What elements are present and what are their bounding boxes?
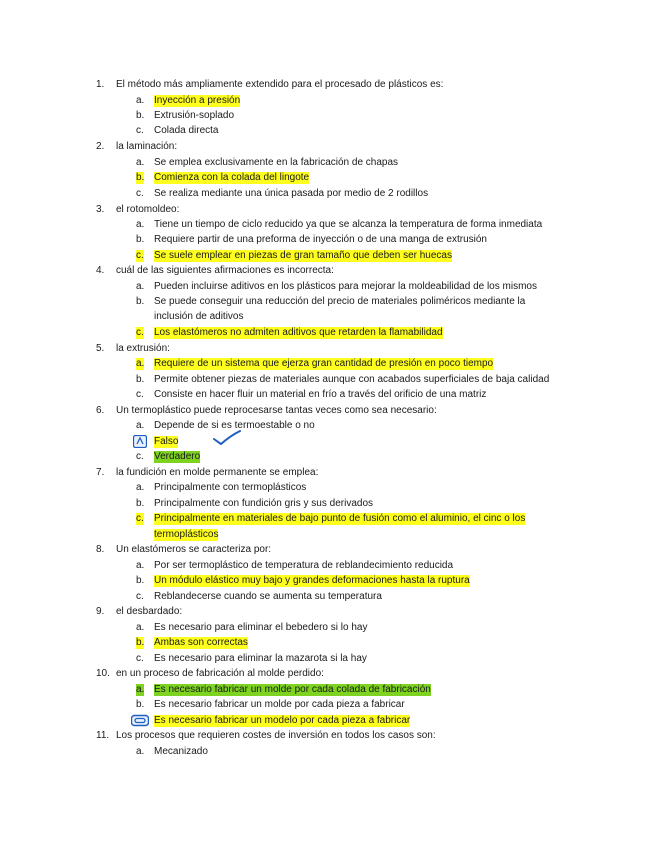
option-letter: c. (136, 591, 144, 602)
option-letter: b. (136, 498, 145, 509)
option-text: Se realiza mediante una única pasada por medio de 2 rodillos (154, 188, 429, 199)
question-number: 8. (96, 544, 105, 555)
option-text-highlighted: Inyección a presión (154, 95, 241, 106)
option-text-highlighted: Comienza con la colada del lingote (154, 172, 310, 183)
option-text: Por ser termoplástico de temperatura de reblandecimiento reducida (154, 560, 454, 571)
question-number: 5. (96, 343, 105, 354)
option-text-highlighted: Es necesario fabricar un modelo por cada pieza a fabricar (154, 715, 411, 726)
option-text: Colada directa (154, 125, 219, 136)
option-letter: a. (136, 420, 145, 431)
option-text: Es necesario para eliminar la mazarota si la hay (154, 653, 367, 664)
option-text: Principalmente con termoplásticos (154, 482, 307, 493)
option-text: Es necesario fabricar un molde por cada pieza a fabricar (154, 699, 405, 710)
option-text: Mecanizado (154, 746, 208, 757)
option-letter: c. (136, 653, 144, 664)
option-letter: c. (136, 188, 144, 199)
question-number: 6. (96, 405, 105, 416)
question-text: Los procesos que requieren costes de inversión en todos los casos son: (116, 730, 436, 741)
annotation-comment-icon[interactable] (133, 435, 147, 448)
question-number: 10. (96, 668, 110, 679)
option-letter: c. (136, 451, 144, 462)
option-text: Permite obtener piezas de materiales aunque con acabados superficiales de baja calidad (154, 374, 550, 385)
option-letter: b. (136, 699, 145, 710)
option-letter: a. (136, 622, 145, 633)
option-text: Principalmente con fundición gris y sus derivados (154, 498, 373, 509)
question-number: 4. (96, 265, 105, 276)
option-letter: a. (136, 281, 145, 292)
option-text-highlighted: Principalmente en materiales de bajo punto de fusión como el aluminio, el cinc o los (154, 513, 526, 524)
check-mark-icon (212, 430, 242, 451)
question-text: la extrusión: (116, 343, 170, 354)
option-letter: b. (136, 296, 145, 307)
question-text: la laminación: (116, 141, 178, 152)
question-text: el desbardado: (116, 606, 183, 617)
option-text-line2: inclusión de aditivos (154, 311, 244, 322)
option-text: Se emplea exclusivamente en la fabricación de chapas (154, 157, 399, 168)
option-letter: a. (136, 95, 145, 106)
option-letter: b. (136, 172, 145, 183)
question-number: 3. (96, 204, 105, 215)
option-text-highlighted: Ambas son correctas (154, 637, 248, 648)
question-text: cuál de las siguientes afirmaciones es incorrecta: (116, 265, 334, 276)
option-letter: c. (136, 125, 144, 136)
question-text: en un proceso de fabricación al molde perdido: (116, 668, 324, 679)
option-letter: b. (136, 110, 145, 121)
option-text-highlighted: Un módulo elástico muy bajo y grandes deformaciones hasta la ruptura (154, 575, 470, 586)
option-text: Pueden incluirse aditivos en los plásticos para mejorar la moldeabilidad de los mismos (154, 281, 537, 292)
option-text-highlighted-correct: Verdadero (154, 451, 201, 462)
option-letter: a. (136, 560, 145, 571)
option-letter: a. (136, 482, 145, 493)
question-text: Un elastómeros se caracteriza por: (116, 544, 272, 555)
option-text: Tiene un tiempo de ciclo reducido ya que se alcanza la temperatura de forma inmediata (154, 219, 543, 230)
option-letter: b. (136, 637, 145, 648)
question-text: Un termoplástico puede reprocesarse tantas veces como sea necesario: (116, 405, 437, 416)
question-number: 9. (96, 606, 105, 617)
option-text: Consiste en hacer fluir un material en frío a través del orificio de una matriz (154, 389, 487, 400)
question-number: 11. (96, 730, 110, 741)
option-letter: a. (136, 219, 145, 230)
option-text-highlighted: Se suele emplear en piezas de gran tamaño que deben ser huecas (154, 250, 452, 261)
option-text-highlighted: Requiere de un sistema que ejerza gran cantidad de presión en poco tiempo (154, 358, 494, 369)
option-letter: c. (136, 389, 144, 400)
option-text-line2: termoplásticos (154, 529, 219, 540)
option-letter: b. (136, 374, 145, 385)
option-text: Extrusión-soplado (154, 110, 235, 121)
option-text: Reblandecerse cuando se aumenta su temperatura (154, 591, 382, 602)
option-text: Se puede conseguir una reducción del precio de materiales poliméricos mediante la (154, 296, 526, 307)
option-letter: a. (136, 684, 145, 695)
question-number: 2. (96, 141, 105, 152)
option-letter: c. (136, 327, 144, 338)
question-text: El método más ampliamente extendido para el procesado de plásticos es: (116, 79, 444, 90)
option-text: Depende de si es termoestable o no (154, 420, 315, 431)
option-text-highlighted-correct: Es necesario fabricar un molde por cada colada de fabricación (154, 684, 431, 695)
option-letter: b. (136, 234, 145, 245)
question-text: el rotomoldeo: (116, 204, 180, 215)
option-letter: c. (136, 250, 144, 261)
option-letter: c. (136, 513, 144, 524)
question-number: 7. (96, 467, 105, 478)
question-number: 1. (96, 79, 105, 90)
option-text: Es necesario para eliminar el bebedero si lo hay (154, 622, 368, 633)
option-letter: b. (136, 575, 145, 586)
option-letter: a. (136, 157, 145, 168)
option-text: Requiere partir de una preforma de inyección o de una manga de extrusión (154, 234, 487, 245)
option-letter: a. (136, 746, 145, 757)
option-text-highlighted: Los elastómeros no admiten aditivos que retarden la flamabilidad (154, 327, 443, 338)
question-text: la fundición en molde permanente se emplea: (116, 467, 319, 478)
option-text-highlighted: Falso (154, 436, 179, 447)
option-letter: a. (136, 358, 145, 369)
annotation-link-icon[interactable] (131, 714, 149, 727)
